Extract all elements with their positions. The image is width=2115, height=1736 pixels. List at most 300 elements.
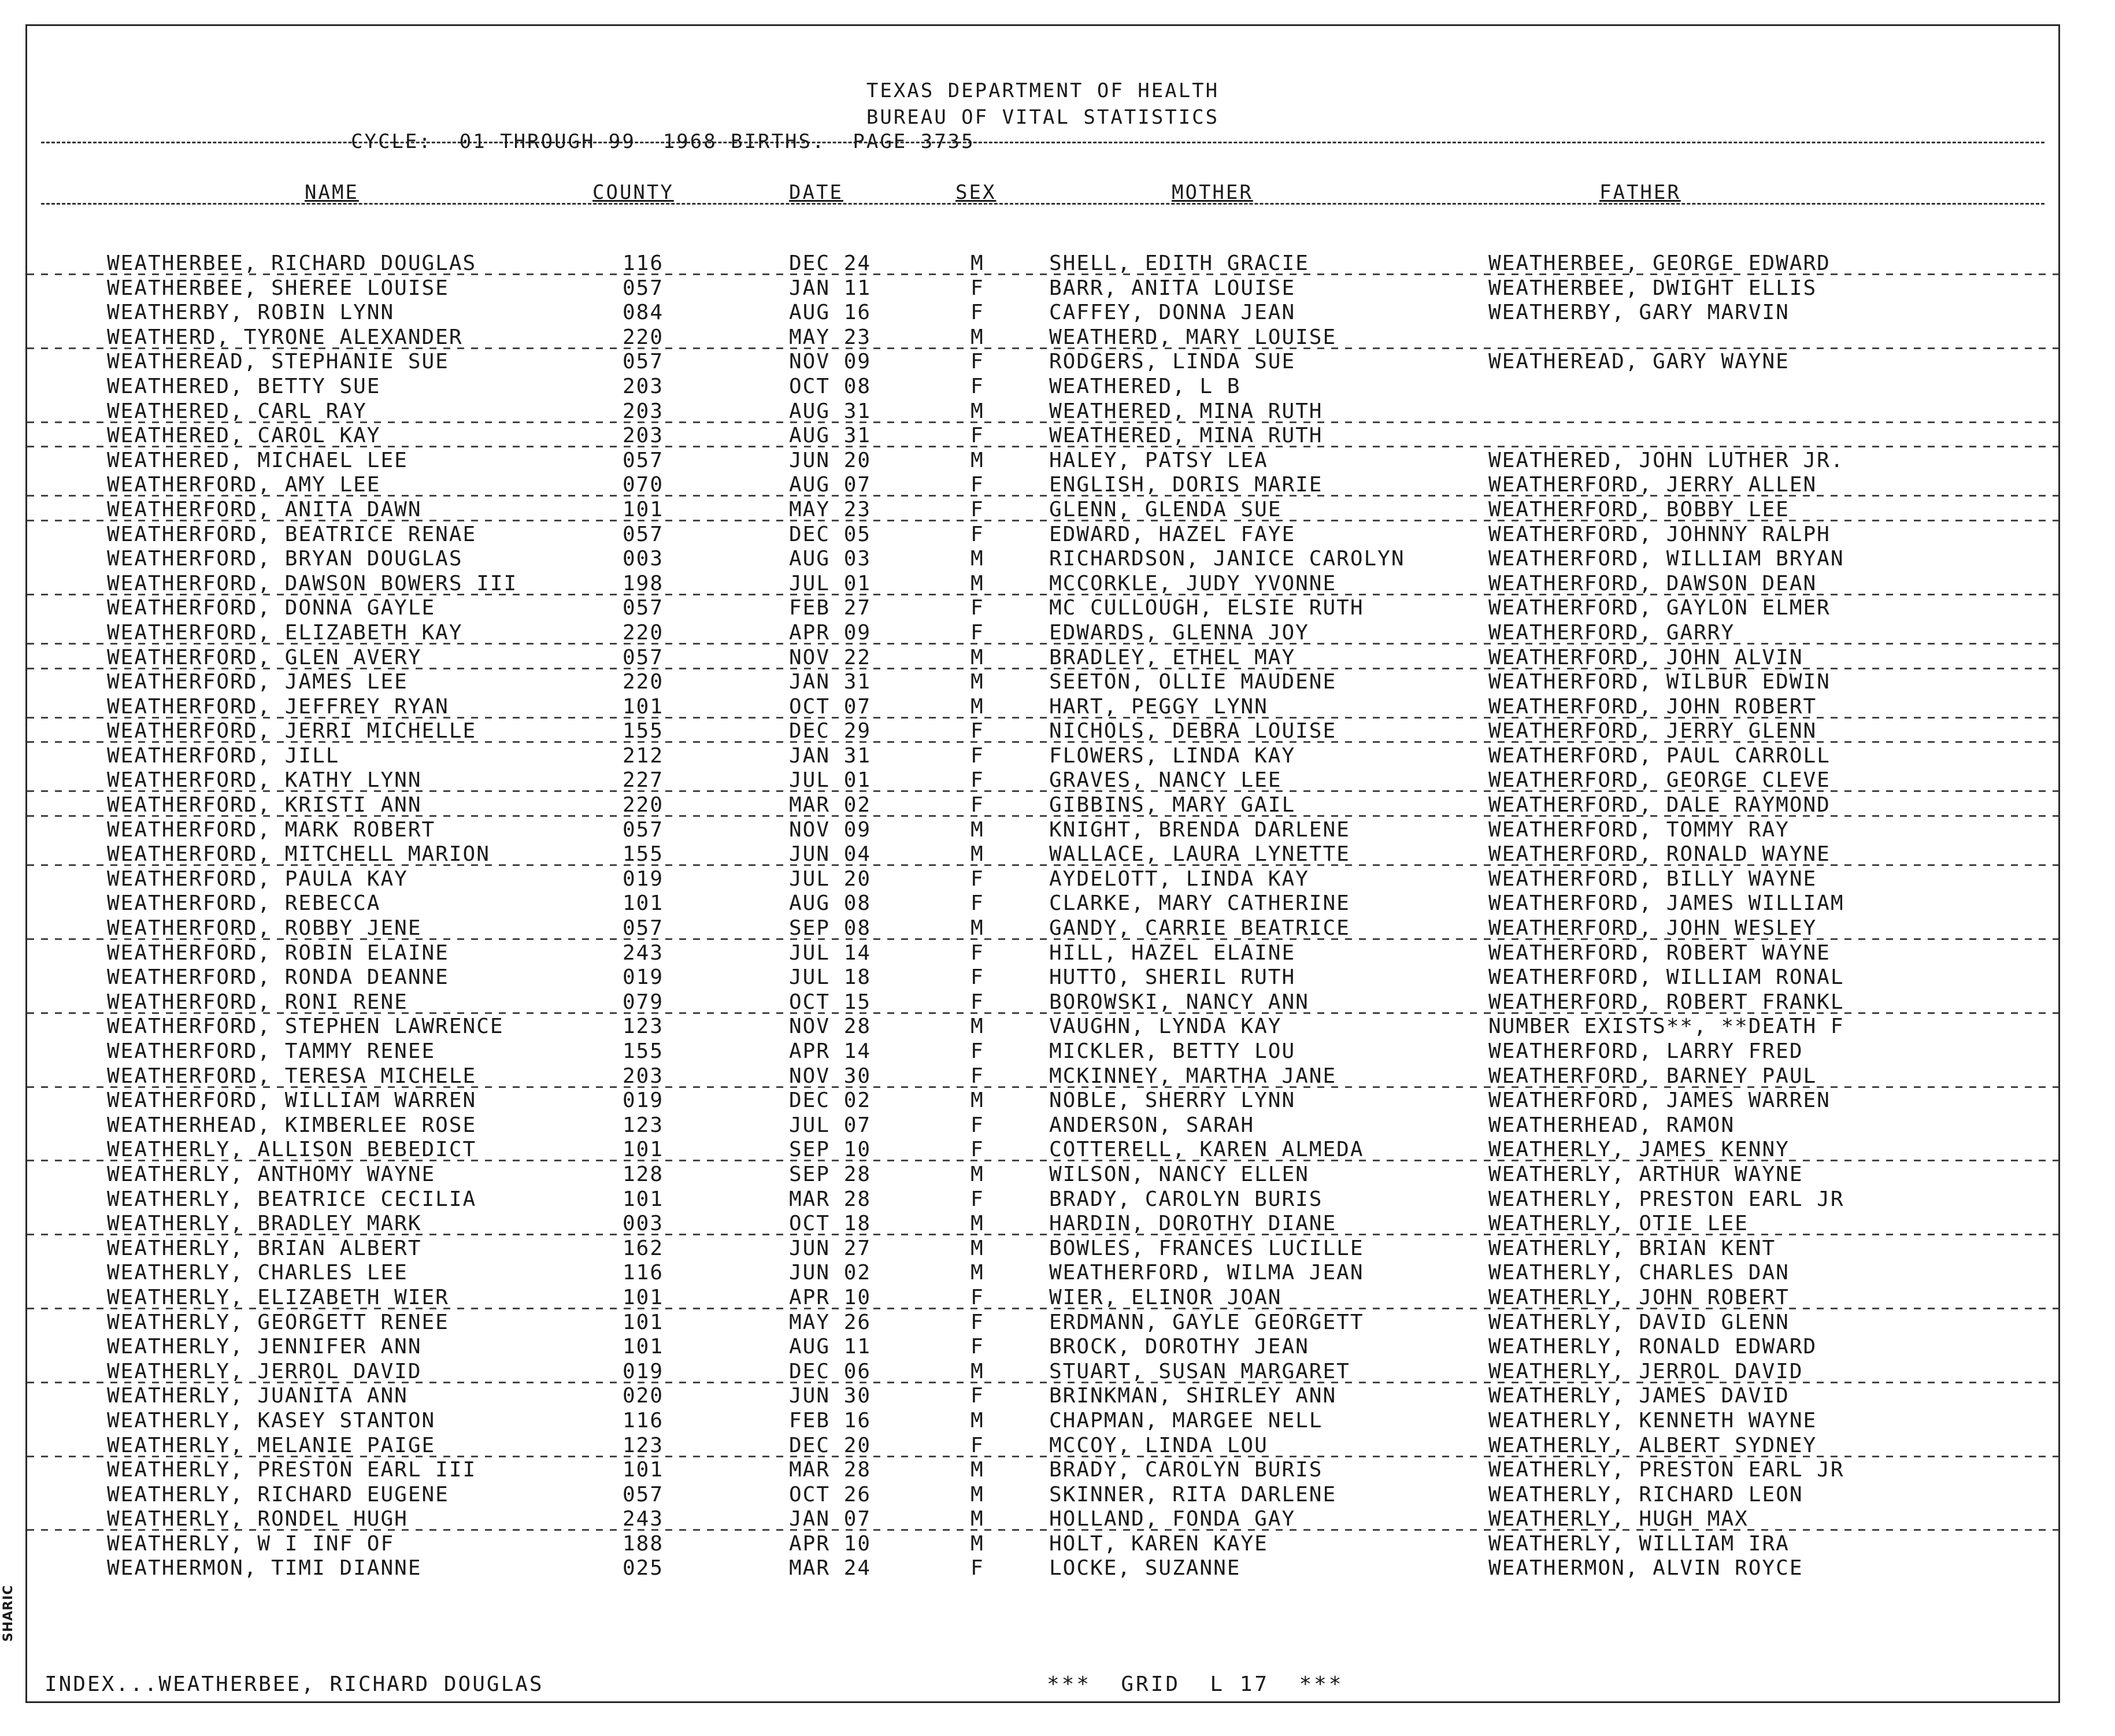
department-title: TEXAS DEPARTMENT OF HEALTH [866,79,1220,102]
record-mother: WILSON, NANCY ELLEN [1049,1162,1309,1186]
record-date: JUN 27 [789,1236,872,1260]
record-name: WEATHERLY, CHARLES LEE [107,1261,408,1285]
record-row [27,1434,2058,1459]
record-date: MAR 24 [789,1556,872,1580]
record-mother: BARR, ANITA LOUISE [1049,276,1296,300]
record-sex: M [971,1482,984,1506]
record-row [27,1335,2058,1360]
record-father: WEATHERBEE, GEORGE EDWARD [1488,251,1831,275]
record-name: WEATHERFORD, JILL [107,743,340,768]
record-row [27,1163,2058,1187]
record-mother: EDWARD, HAZEL FAYE [1049,522,1296,546]
record-mother: WEATHERD, MARY LOUISE [1049,325,1337,349]
record-father: WEATHERLY, OTIE LEE [1488,1212,1749,1236]
record-county: 123 [623,1113,664,1137]
record-row [27,941,2058,966]
record-county: 101 [623,1138,664,1162]
record-father: WEATHERFORD, WILLIAM BRYAN [1488,547,1844,571]
record-name: WEATHERMON, TIMI DIANNE [107,1556,422,1580]
record-county: 101 [623,891,664,916]
record-county: 162 [623,1236,664,1260]
record-county: 025 [623,1556,664,1580]
record-father: WEATHERFORD, JERRY GLENN [1488,719,1817,743]
record-mother: NICHOLS, DEBRA LOUISE [1049,719,1337,743]
record-county: 057 [623,350,664,374]
record-row [27,621,2058,646]
record-county: 019 [623,1089,664,1113]
record-father: NUMBER EXISTS**, **DEATH F [1488,1015,1844,1039]
record-father: WEATHERBEE, DWIGHT ELLIS [1488,276,1817,300]
record-sex: F [971,301,984,325]
record-row [27,1064,2058,1089]
record-row [27,695,2058,720]
record-name: WEATHERLY, JERROL DAVID [107,1359,422,1383]
record-date: AUG 07 [789,473,872,497]
record-mother: WIER, ELINOR JOAN [1049,1285,1282,1309]
record-sex: M [971,1359,984,1383]
record-row [27,1089,2058,1113]
record-row [27,1113,2058,1138]
record-name: WEATHERFORD, PAULA KAY [107,867,408,891]
record-county: 019 [623,867,664,891]
record-father: WEATHERFORD, BARNEY PAUL [1488,1064,1817,1088]
record-name: WEATHERLY, ALLISON BEBEDICT [107,1138,477,1162]
record-name: WEATHERLY, PRESTON EARL III [107,1458,477,1482]
record-county: 057 [623,645,664,669]
record-mother: CLARKE, MARY CATHERINE [1049,891,1350,916]
record-name: WEATHERFORD, KRISTI ANN [107,793,422,817]
record-county: 057 [623,522,664,546]
record-name: WEATHERLY, BRADLEY MARK [107,1212,422,1236]
record-mother: ANDERSON, SARAH [1049,1113,1255,1137]
record-date: NOV 09 [789,817,872,842]
record-father: WEATHERFORD, TOMMY RAY [1488,817,1790,842]
record-father: WEATHERBY, GARY MARVIN [1488,301,1790,325]
record-mother: MCCOY, LINDA LOU [1049,1433,1268,1457]
column-header-date: DATE [789,181,843,204]
record-date: JUN 04 [789,842,872,867]
record-row [27,1138,2058,1163]
record-county: 101 [623,1458,664,1482]
record-sex: M [971,399,984,423]
record-name: WEATHERFORD, DONNA GAYLE [107,596,436,620]
record-row [27,572,2058,597]
record-sex: F [971,891,984,916]
record-county: 212 [623,743,664,768]
record-county: 203 [623,1064,664,1088]
record-row [27,449,2058,473]
record-row [27,1409,2058,1434]
record-sex: F [971,743,984,768]
record-county: 155 [623,1039,664,1063]
index-line: INDEX...WEATHERBEE, RICHARD DOUGLAS [45,1672,544,1696]
record-name: WEATHERLY, JUANITA ANN [107,1384,408,1408]
record-date: SEP 08 [789,916,872,941]
record-sex: F [971,497,984,521]
record-county: 203 [623,399,664,423]
record-date: AUG 31 [789,424,872,448]
record-name: WEATHERBEE, RICHARD DOUGLAS [107,251,477,275]
record-county: 070 [623,473,664,497]
record-sex: F [971,965,984,990]
record-date: DEC 05 [789,522,872,546]
record-date: APR 10 [789,1285,872,1309]
record-name: WEATHERED, CARL RAY [107,399,367,423]
record-row [27,1237,2058,1261]
record-sex: F [971,522,984,546]
record-mother: GIBBINS, MARY GAIL [1049,793,1296,817]
record-date: APR 14 [789,1039,872,1063]
record-date: AUG 16 [789,301,872,325]
record-county: 084 [623,301,664,325]
record-father: WEATHERFORD, JAMES WARREN [1488,1089,1831,1113]
record-mother: WALLACE, LAURA LYNETTE [1049,842,1350,867]
record-father: WEATHERLY, CHARLES DAN [1488,1261,1790,1285]
record-row [27,523,2058,547]
record-date: AUG 08 [789,891,872,916]
records-list [27,251,2058,1581]
record-father: WEATHERFORD, ROBERT WAYNE [1488,941,1831,965]
record-sex: M [971,1408,984,1433]
record-name: WEATHERLY, JENNIFER ANN [107,1335,422,1359]
record-sex: M [971,1162,984,1186]
record-mother: HILL, HAZEL ELAINE [1049,941,1296,965]
record-county: 155 [623,842,664,867]
record-mother: BOWLES, FRANCES LUCILLE [1049,1236,1364,1260]
record-county: 116 [623,251,664,275]
record-county: 057 [623,916,664,941]
record-date: OCT 08 [789,374,872,398]
record-date: OCT 15 [789,990,872,1014]
record-name: WEATHERFORD, KATHY LYNN [107,768,422,793]
record-date: AUG 31 [789,399,872,423]
record-date: JUN 30 [789,1384,872,1408]
record-mother: COTTERELL, KAREN ALMEDA [1049,1138,1364,1162]
record-county: 057 [623,1482,664,1506]
record-mother: FLOWERS, LINDA KAY [1049,743,1296,768]
record-row [27,891,2058,916]
record-name: WEATHERLY, ANTHOMY WAYNE [107,1162,436,1186]
record-father: WEATHERFORD, DALE RAYMOND [1488,793,1831,817]
record-mother: NOBLE, SHERRY LYNN [1049,1089,1296,1113]
record-county: 101 [623,1310,664,1334]
record-father: WEATHERLY, RICHARD LEON [1488,1482,1803,1506]
record-date: FEB 16 [789,1408,872,1433]
record-name: WEATHERFORD, ROBBY JENE [107,916,422,941]
record-row [27,990,2058,1015]
record-father: WEATHERFORD, LARRY FRED [1488,1039,1803,1063]
record-sex: F [971,793,984,817]
record-name: WEATHERFORD, RONI RENE [107,990,408,1014]
record-name: WEATHERLY, MELANIE PAIGE [107,1433,436,1457]
record-name: WEATHERFORD, MARK ROBERT [107,817,436,842]
record-sex: F [971,620,984,645]
record-row [27,473,2058,498]
record-name: WEATHERLY, RONDEL HUGH [107,1507,408,1531]
record-row [27,1286,2058,1311]
record-mother: MICKLER, BETTY LOU [1049,1039,1296,1063]
record-sex: M [971,1089,984,1113]
record-date: JUL 07 [789,1113,872,1137]
record-father: WEATHERMON, ALVIN ROYCE [1488,1556,1803,1580]
record-sex: M [971,694,984,719]
column-header-county: COUNTY [592,181,674,204]
record-name: WEATHEREAD, STEPHANIE SUE [107,350,449,374]
record-county: 019 [623,1359,664,1383]
record-sex: F [971,1285,984,1309]
record-father: WEATHERFORD, JAMES WILLIAM [1488,891,1844,916]
record-sex: F [971,473,984,497]
record-county: 020 [623,1384,664,1408]
record-mother: ENGLISH, DORIS MARIE [1049,473,1323,497]
record-row [27,719,2058,744]
record-county: 203 [623,374,664,398]
record-mother: ERDMANN, GAYLE GEORGETT [1049,1310,1364,1334]
record-mother: GRAVES, NANCY LEE [1049,768,1282,793]
record-mother: GLENN, GLENDA SUE [1049,497,1282,521]
record-sex: F [971,424,984,448]
record-mother: SKINNER, RITA DARLENE [1049,1482,1337,1506]
record-sex: M [971,1261,984,1285]
record-mother: MCCORKLE, JUDY YVONNE [1049,571,1337,595]
record-name: WEATHERLY, BRIAN ALBERT [107,1236,422,1260]
record-father: WEATHERFORD, JOHN ALVIN [1488,645,1803,669]
record-row [27,1384,2058,1409]
record-county: 203 [623,424,664,448]
record-date: JAN 11 [789,276,872,300]
record-county: 227 [623,768,664,793]
record-row [27,1532,2058,1557]
record-date: SEP 28 [789,1162,872,1186]
record-row [27,1311,2058,1335]
record-date: MAY 23 [789,325,872,349]
record-mother: HARDIN, DOROTHY DIANE [1049,1212,1337,1236]
record-name: WEATHERLY, ELIZABETH WIER [107,1285,449,1309]
record-father: WEATHERLY, WILLIAM IRA [1488,1531,1790,1556]
record-date: JUL 01 [789,571,872,595]
record-father: WEATHERFORD, PAUL CARROLL [1488,743,1831,768]
record-name: WEATHERFORD, ELIZABETH KAY [107,620,463,645]
record-father: WEATHERLY, PRESTON EARL JR [1488,1458,1844,1482]
record-row [27,1483,2058,1508]
record-mother: STUART, SUSAN MARGARET [1049,1359,1350,1383]
record-sex: F [971,596,984,620]
record-sex: F [971,990,984,1014]
record-mother: HOLT, KAREN KAYE [1049,1531,1268,1556]
record-date: OCT 18 [789,1212,872,1236]
record-date: OCT 26 [789,1482,872,1506]
record-row [27,916,2058,941]
record-name: WEATHERFORD, JERRI MICHELLE [107,719,477,743]
record-sex: F [971,1310,984,1334]
record-mother: BRADLEY, ETHEL MAY [1049,645,1296,669]
record-county: 243 [623,1507,664,1531]
record-father: WEATHERFORD, DAWSON DEAN [1488,571,1817,595]
record-father: WEATHERFORD, JERRY ALLEN [1488,473,1817,497]
record-sex: M [971,1531,984,1556]
record-name: WEATHERED, BETTY SUE [107,374,381,398]
record-row [27,965,2058,990]
record-date: DEC 06 [789,1359,872,1383]
record-name: WEATHERFORD, WILLIAM WARREN [107,1089,477,1113]
record-date: APR 10 [789,1531,872,1556]
record-county: 188 [623,1531,664,1556]
side-tag: SHARIC [1,1585,16,1642]
record-county: 003 [623,547,664,571]
record-mother: EDWARDS, GLENNA JOY [1049,620,1309,645]
record-row [27,424,2058,449]
record-row [27,350,2058,375]
record-date: MAR 28 [789,1187,872,1211]
record-row [27,1015,2058,1039]
record-name: WEATHERFORD, RONDA DEANNE [107,965,449,990]
record-sex: F [971,1138,984,1162]
column-header-sex: SEX [955,181,997,204]
record-sex: F [971,1556,984,1580]
record-mother: WEATHERFORD, WILMA JEAN [1049,1261,1364,1285]
record-county: 101 [623,1335,664,1359]
record-row [27,498,2058,523]
record-father: WEATHERED, JOHN LUTHER JR. [1488,448,1844,472]
record-date: DEC 29 [789,719,872,743]
record-name: WEATHERFORD, BEATRICE RENAE [107,522,477,546]
record-date: APR 09 [789,620,872,645]
record-county: 155 [623,719,664,743]
record-sex: M [971,1236,984,1260]
record-mother: BROCK, DOROTHY JEAN [1049,1335,1309,1359]
record-row [27,867,2058,892]
record-date: JUL 14 [789,941,872,965]
record-date: NOV 30 [789,1064,872,1088]
record-county: 079 [623,990,664,1014]
record-county: 243 [623,941,664,965]
record-name: WEATHERLY, BEATRICE CECILIA [107,1187,477,1211]
record-county: 116 [623,1408,664,1433]
record-sex: F [971,1187,984,1211]
record-father: WEATHERHEAD, RAMON [1488,1113,1735,1137]
record-date: NOV 09 [789,350,872,374]
document-frame [25,24,2060,1703]
record-county: 198 [623,571,664,595]
record-row [27,768,2058,793]
record-name: WEATHERFORD, DAWSON BOWERS III [107,571,518,595]
record-sex: M [971,448,984,472]
record-mother: BRADY, CAROLYN BURIS [1049,1458,1323,1482]
record-county: 057 [623,276,664,300]
record-sex: F [971,1384,984,1408]
record-sex: M [971,1458,984,1482]
record-county: 101 [623,497,664,521]
record-sex: M [971,251,984,275]
record-father: WEATHERLY, JOHN ROBERT [1488,1285,1790,1309]
record-county: 019 [623,965,664,990]
record-sex: F [971,276,984,300]
record-father: WEATHERLY, ALBERT SYDNEY [1488,1433,1817,1457]
column-header-mother: MOTHER [1172,181,1253,204]
record-date: MAY 23 [789,497,872,521]
record-date: AUG 11 [789,1335,872,1359]
record-row [27,842,2058,867]
record-mother: BRINKMAN, SHIRLEY ANN [1049,1384,1337,1408]
record-father: WEATHERLY, ARTHUR WAYNE [1488,1162,1803,1186]
record-row [27,670,2058,695]
record-county: 101 [623,1285,664,1309]
column-header-name: NAME [305,181,359,204]
column-header-father: FATHER [1599,181,1681,204]
record-date: JUL 01 [789,768,872,793]
record-sex: M [971,842,984,867]
record-mother: KNIGHT, BRENDA DARLENE [1049,817,1350,842]
record-name: WEATHERFORD, GLEN AVERY [107,645,422,669]
record-date: MAR 28 [789,1458,872,1482]
record-sex: F [971,1064,984,1088]
record-father: WEATHEREAD, GARY WAYNE [1488,350,1790,374]
record-father: WEATHERLY, DAVID GLENN [1488,1310,1790,1334]
record-father: WEATHERFORD, RONALD WAYNE [1488,842,1831,867]
record-date: JAN 31 [789,743,872,768]
record-mother: WEATHERED, MINA RUTH [1049,424,1323,448]
record-name: WEATHERD, TYRONE ALEXANDER [107,325,463,349]
record-date: MAR 02 [789,793,872,817]
record-name: WEATHERFORD, AMY LEE [107,473,381,497]
record-father: WEATHERFORD, JOHN ROBERT [1488,694,1817,719]
record-name: WEATHERFORD, STEPHEN LAWRENCE [107,1015,504,1039]
record-mother: HART, PEGGY LYNN [1049,694,1268,719]
record-date: AUG 03 [789,547,872,571]
record-row [27,547,2058,572]
record-name: WEATHERHEAD, KIMBERLEE ROSE [107,1113,477,1137]
record-father: WEATHERLY, JAMES KENNY [1488,1138,1790,1162]
record-row [27,1187,2058,1212]
record-name: WEATHERBEE, SHEREE LOUISE [107,276,449,300]
record-sex: M [971,547,984,571]
record-date: MAY 26 [789,1310,872,1334]
record-name: WEATHERFORD, JEFFREY RYAN [107,694,449,719]
record-sex: F [971,941,984,965]
record-row [27,646,2058,671]
record-sex: M [971,1212,984,1236]
record-mother: VAUGHN, LYNDA KAY [1049,1015,1282,1039]
record-row [27,793,2058,818]
record-sex: F [971,1113,984,1137]
record-sex: M [971,571,984,595]
record-father: WEATHERFORD, BOBBY LEE [1488,497,1790,521]
record-name: WEATHERFORD, TERESA MICHELE [107,1064,477,1088]
record-mother: WEATHERED, L B [1049,374,1241,398]
record-name: WEATHERFORD, ROBIN ELAINE [107,941,449,965]
record-father: WEATHERLY, JERROL DAVID [1488,1359,1803,1383]
record-date: NOV 28 [789,1015,872,1039]
record-county: 057 [623,817,664,842]
record-mother: SHELL, EDITH GRACIE [1049,251,1309,275]
record-date: JUN 02 [789,1261,872,1285]
record-row [27,1039,2058,1064]
record-mother: CHAPMAN, MARGEE NELL [1049,1408,1323,1433]
record-father: WEATHERFORD, GEORGE CLEVE [1488,768,1831,793]
record-father: WEATHERFORD, GAYLON ELMER [1488,596,1831,620]
record-mother: BOROWSKI, NANCY ANN [1049,990,1309,1014]
record-date: NOV 22 [789,645,872,669]
record-county: 101 [623,1187,664,1211]
record-mother: BRADY, CAROLYN BURIS [1049,1187,1323,1211]
record-father: WEATHERFORD, JOHN WESLEY [1488,916,1817,941]
record-date: DEC 20 [789,1433,872,1457]
record-row [27,1212,2058,1237]
record-mother: HUTTO, SHERIL RUTH [1049,965,1296,990]
record-date: JUN 20 [789,448,872,472]
record-sex: M [971,1015,984,1039]
record-row [27,325,2058,350]
